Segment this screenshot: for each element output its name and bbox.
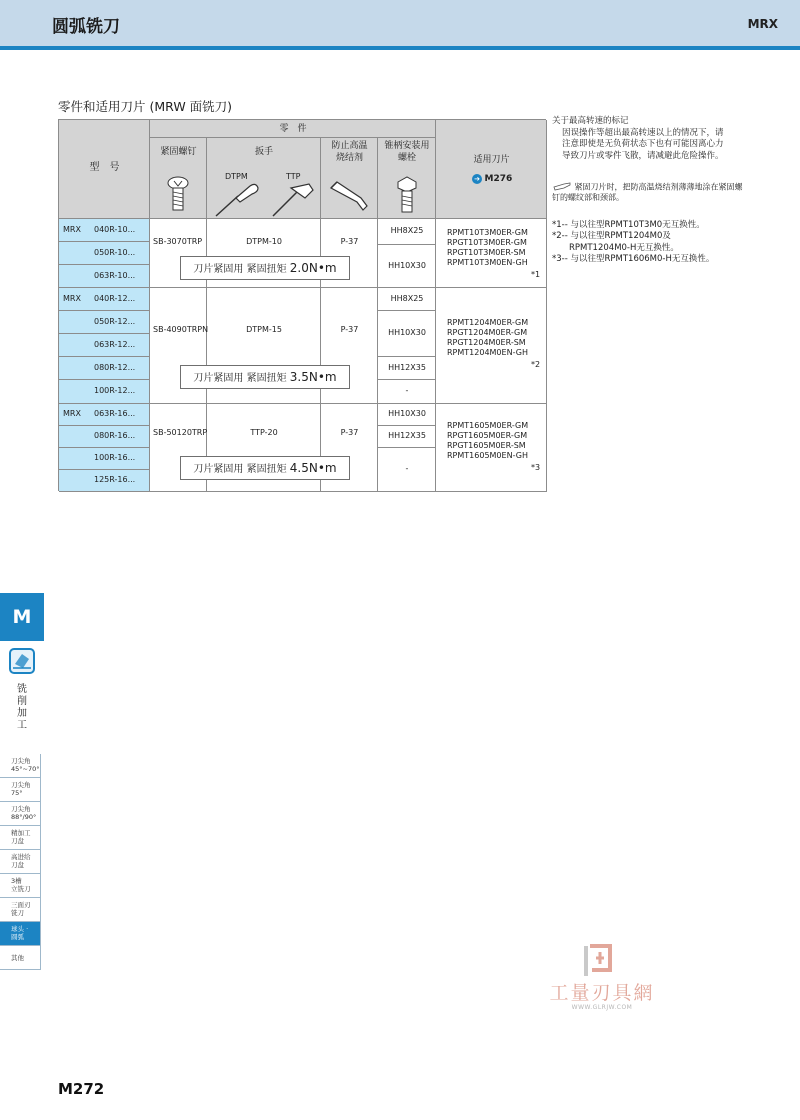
screw-code: SB-4090TRPN: [153, 325, 209, 334]
speed-note-title: 关于最高转速的标记: [552, 116, 629, 126]
model-code: 050R-12...: [94, 317, 136, 326]
model-code: 040R-12...: [94, 294, 136, 303]
watermark-url: WWW.GLRJW.COM: [571, 1004, 633, 1011]
section-tab-m[interactable]: M: [0, 593, 44, 641]
dtpm-wrench-icon: [214, 182, 260, 218]
insert-code: RPGT1605M0ER-GM: [447, 431, 528, 440]
side-menu-item[interactable]: 其他: [0, 946, 41, 970]
side-menu-item[interactable]: 刀尖角 88°/90°: [0, 802, 41, 826]
wrench-code: DTPM-10: [246, 237, 282, 246]
bolt-code: HH10X30: [388, 328, 426, 337]
clamp-screw-icon: [165, 175, 191, 213]
footnote: RPMT1204M0-H无互换性。: [569, 242, 679, 253]
insert-code: RPMT1204M0ER-GM: [447, 318, 529, 327]
footnote: *3-- 与以往型RPMT1606M0-H无互换性。: [552, 254, 715, 264]
model-code: 063R-12...: [94, 340, 136, 349]
screw-code: SB-3070TRP: [153, 237, 203, 246]
series-code: MRX: [747, 17, 778, 31]
header-wrench-dtpm: DTPM: [225, 172, 248, 181]
speed-note-line: 因误操作等超出最高转速以上的情况下，请: [562, 127, 724, 138]
header-insert-cell: [436, 120, 547, 219]
header-insert: 适用刀片: [473, 155, 510, 165]
model-prefix: MRX: [63, 294, 81, 303]
arrow-circle-icon: ➔: [472, 174, 482, 184]
wrench-code: TTP-20: [250, 428, 278, 437]
insert-code: RPMT1204M0EN-GH: [447, 348, 528, 357]
parts-table: [58, 119, 546, 491]
header-bolt-2: 螺栓: [397, 153, 416, 163]
footnote: *1-- 与以往型RPMT10T3M0无互换性。: [552, 219, 705, 230]
torque-box: 刀片紧固用 紧固扭矩 3.5N•m: [180, 365, 350, 389]
model-code: 100R-12...: [94, 386, 136, 395]
antiseize-tube-icon: [552, 182, 572, 192]
insert-code: RPMT1605M0ER-GM: [447, 421, 529, 430]
page-header: [0, 0, 800, 50]
section-label: 铣削加工: [17, 684, 27, 731]
header-wrench: 扳手: [254, 147, 273, 157]
screw-code: SB-50120TRP: [153, 428, 208, 437]
side-menu-item-active[interactable]: 球头 · 圆弧: [0, 922, 41, 946]
side-menu-item[interactable]: 精加工 刀盘: [0, 826, 41, 850]
model-code: 125R-16...: [94, 475, 136, 484]
footnote: *2-- 与以往型RPMT1204M0及: [552, 231, 671, 241]
model-code: 080R-16...: [94, 431, 136, 440]
page-title: 圆弧铣刀: [52, 17, 120, 37]
header-wrench-ttp: TTP: [286, 172, 301, 181]
insert-code: RPMT10T3M0ER-GM: [447, 228, 528, 237]
antiseize-code: P-37: [340, 237, 359, 246]
bolt-code: -: [405, 386, 409, 395]
insert-code: RPMT1605M0EN-GH: [447, 451, 528, 460]
bolt-code: HH8X25: [390, 294, 424, 303]
watermark-text: 工量刃具網: [549, 982, 655, 1004]
insert-code: RPGT1204M0ER-SM: [447, 338, 526, 347]
bolt-code: HH10X30: [388, 409, 426, 418]
taper-bolt-icon: [395, 176, 419, 214]
bolt-code: HH10X30: [388, 261, 426, 270]
insert-code: RPGT10T3M0ER-GM: [447, 238, 527, 247]
bolt-code: -: [405, 464, 409, 473]
antiseize-tube-icon: [327, 180, 373, 212]
header-bolt-1: 锥柄安装用: [384, 141, 430, 151]
section-title: 零件和适用刀片 (MRW 面铣刀): [58, 99, 233, 114]
side-menu: [0, 754, 41, 970]
header-model: 型 号: [89, 162, 120, 173]
model-code: 040R-10...: [94, 225, 136, 234]
header-clamp-screw: 紧固螺钉: [160, 147, 197, 157]
model-prefix: MRX: [63, 225, 81, 234]
footnote-ref: *3: [531, 463, 541, 472]
header-antiseize-2: 烧结剂: [335, 153, 363, 163]
footnotes: [552, 220, 752, 266]
torque-box: 刀片紧固用 紧固扭矩 4.5N•m: [180, 456, 350, 480]
notes-panel: [552, 116, 752, 266]
model-code: 100R-16...: [94, 453, 136, 462]
model-code: 050R-10...: [94, 248, 136, 257]
model-code: 063R-10...: [94, 271, 136, 280]
model-code: 080R-12...: [94, 363, 136, 372]
side-menu-item[interactable]: 刀尖角 75°: [0, 778, 41, 802]
insert-code: RPGT1605M0ER-SM: [447, 441, 526, 450]
side-menu-item[interactable]: 三面刃 铣刀: [0, 898, 41, 922]
header-parts: 零 件: [279, 124, 307, 134]
insert-code: RPGT10T3M0ER-SM: [447, 248, 526, 257]
wrench-code: DTPM-15: [246, 325, 282, 334]
model-prefix: MRX: [63, 409, 81, 418]
torque-box: 刀片紧固用 紧固扭矩 2.0N•m: [180, 256, 350, 280]
footnote-ref: *1: [531, 270, 541, 279]
milling-icon: [9, 648, 35, 674]
header-antiseize-1: 防止高温: [331, 141, 368, 151]
insert-code: RPGT1204M0ER-GM: [447, 328, 528, 337]
insert-code: RPMT10T3M0EN-GH: [447, 258, 528, 267]
insert-ref-link[interactable]: ➔ M276: [472, 174, 512, 184]
side-menu-item[interactable]: 刀尖角 45°~70°: [0, 754, 41, 778]
ttp-wrench-icon: [269, 182, 317, 218]
model-code: 063R-16...: [94, 409, 136, 418]
antiseize-note: 紧固刀片时，把防高温烧结剂薄薄地涂在紧固螺 钉的螺纹部和颈部。: [552, 182, 743, 202]
bolt-code: HH8X25: [390, 226, 424, 235]
speed-note-line: 导致刀片或零件飞散，请减避此危险操作。: [562, 150, 724, 161]
footnote-ref: *2: [531, 360, 541, 369]
page-number: M272: [58, 1080, 105, 1098]
antiseize-code: P-37: [340, 325, 359, 334]
antiseize-code: P-37: [340, 428, 359, 437]
bolt-code: HH12X35: [388, 363, 426, 372]
side-menu-item[interactable]: 3槽 立铣刀: [0, 874, 41, 898]
speed-note-line: 注意即使是无负荷状态下也有可能因离心力: [562, 139, 724, 149]
side-menu-item[interactable]: 高进给 刀盘: [0, 850, 41, 874]
bolt-code: HH12X35: [388, 431, 426, 440]
